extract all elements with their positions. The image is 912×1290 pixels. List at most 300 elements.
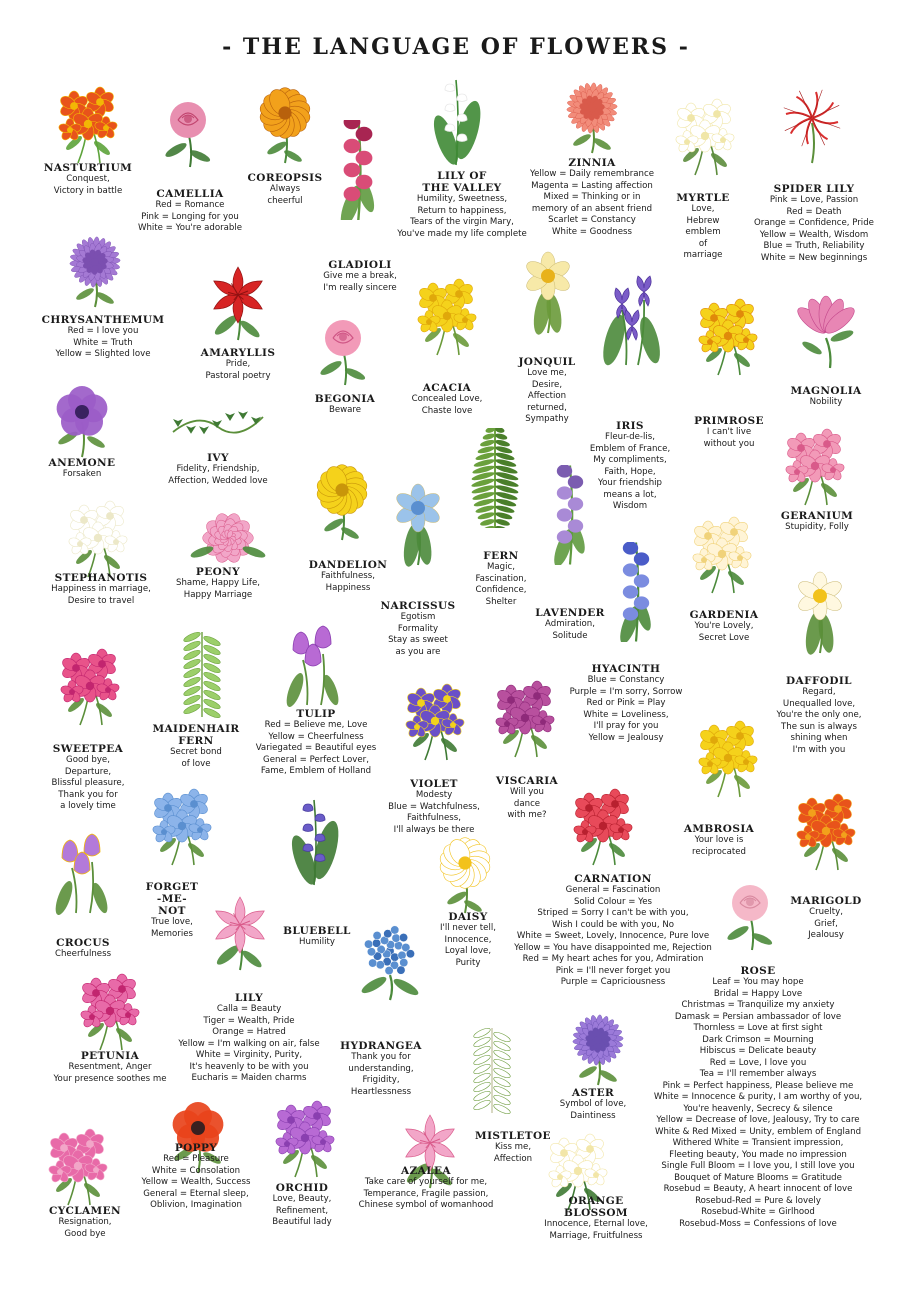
petunia-illustration [60,955,160,1055]
tulip-entry [256,708,377,778]
dandelion-meaning-line: Happiness [325,582,371,593]
lily-of-the-valley-entry [397,170,527,240]
gladioli-meaning-line: I'm really sincere [323,282,397,293]
narcissus-meaning-line: Stay as sweet [388,635,448,645]
daffodil-name: DAFFODIL [786,675,852,687]
carnation-meaning-line: Purple = Capriciousness [560,977,666,987]
zinnia-meaning-line: Yellow = Daily remembrance [530,169,654,179]
lily-illustration [190,875,290,975]
poppy-meaning-line: Oblivion, Imagination [150,1200,242,1210]
narcissus-entry [380,600,455,658]
camellia-meaning-line: Pink = Longing for you [141,211,239,222]
sweetpea-illustration [40,630,140,730]
aster-meaning-line: Daintiness [570,1110,616,1121]
daisy-meaning-line: Purity [455,957,481,968]
lily-meaning-line: Eucharis = Maiden charms [191,1073,307,1083]
violet-meaning-line: Faithfulness, [407,813,461,823]
crocus-entry [55,937,111,961]
maidenhair-fern-entry [152,723,239,770]
marigold-name: MARIGOLD [790,895,862,907]
bluebell-meaning-line: Humility [299,937,335,947]
lily-of-the-valley-meaning-line: Tears of the virgin Mary, [410,217,514,227]
hyacinth-meaning-line: Blue = Constancy [587,675,665,685]
tulip-meaning-line: General = Perfect Lover, [263,754,369,765]
daffodil-entry [776,675,861,756]
mistletoe-name: MISTLETOE [475,1130,551,1142]
iris-entry [590,420,670,513]
chrysanthemum-meaning-line: Red = I love you [67,326,139,336]
rose-meaning-line: Rosebud = Beauty, A heart innocent of love [663,1184,853,1194]
fern-meaning-line: Confidence, [475,585,527,595]
lavender-meaning-line: Admiration, [545,619,595,629]
gladioli-name: GLADIOLI [328,259,392,271]
rose-meaning-line: Thornless = Love at first sight [693,1023,823,1033]
lily-meaning-line: Calla = Beauty [216,1004,282,1014]
rose-meaning-line: White = Innocence & purity, I am worthy of you, [653,1092,863,1102]
lily-meaning-line: Yellow = I'm walking on air, false [178,1038,320,1049]
camellia-meaning-line: Red = Romance [155,200,225,210]
primrose-name: PRIMROSE [694,415,764,427]
dandelion-entry [309,559,388,594]
zinnia-entry [530,157,654,238]
mistletoe-meaning-line: Kiss me, [494,1142,532,1152]
violet-name: VIOLET [410,778,458,790]
violet-meaning-line: Blue = Watchfulness, [388,801,480,812]
amaryllis-entry [201,347,276,382]
magnolia-meaning-line: Nobility [809,397,843,407]
cyclamen-meaning-line: Good bye [64,1228,106,1239]
bluebell-entry [283,925,351,949]
rose-meaning-line: Christmas = Tranquilize my anxiety [681,1000,835,1010]
myrtle-meaning-line: marriage [683,250,723,260]
daisy-meaning-line: Loyal love, [444,946,492,956]
amaryllis-name: AMARYLLIS [200,347,276,359]
orchid-meaning-line: Refinement, [275,1205,329,1216]
forget-me-not-name: NOT [158,905,186,917]
fern-meaning-line: Shelter [485,596,517,607]
rose-meaning-line: Withered White = Transient impression, [672,1138,844,1148]
lily-of-the-valley-meaning-line: Return to happiness, [417,205,507,216]
orange-blossom-name: BLOSSOM [564,1207,628,1219]
rose-meaning-line: Leaf = You may hope [712,977,804,987]
narcissus-name: NARCISSUS [380,600,456,612]
poppy-name: POPPY [174,1142,218,1154]
carnation-name: CARNATION [574,873,652,885]
spider-lily-meaning-line: Yellow = Wealth, Wisdom [759,229,869,240]
jonquil-name: JONQUIL [518,356,576,368]
coreopsis-name: COREOPSIS [247,172,323,184]
magnolia-name: MAGNOLIA [790,385,862,397]
jonquil-meaning-line: Desire, [531,379,563,390]
petunia-name: PETUNIA [80,1050,140,1062]
chrysanthemum-meaning-line: White = Truth [73,337,133,348]
rose-entry [654,965,862,1230]
lily-meaning-line: Tiger = Wealth, Pride [203,1015,295,1026]
amaryllis-illustration [188,245,288,345]
carnation-meaning-line: Yellow = You have disappointed me, Rejection [514,942,712,953]
begonia-illustration [293,290,393,390]
chrysanthemum-entry [42,314,165,361]
hyacinth-meaning-line: Yellow = Jealousy [588,732,664,743]
daisy-meaning-line: Innocence, [444,934,492,945]
dandelion-name: DANDELION [308,559,388,571]
spider-lily-meaning-line: Pink = Love, Passion [769,195,859,205]
peony-entry [176,566,260,601]
iris-meaning-line: Faith, Hope, [604,466,656,477]
lily-meaning-line: White = Virginity, Purity, [195,1050,303,1060]
mistletoe-entry [475,1130,551,1165]
spider-lily-meaning-line: Blue = Truth, Reliability [763,241,865,251]
coreopsis-meaning-line: cheerful [267,195,303,206]
ivy-entry [168,452,267,487]
tulip-name: TULIP [296,708,336,720]
amaryllis-meaning-line: Pride, [225,359,251,369]
begonia-entry [315,393,375,417]
lily-of-the-valley-meaning-line: You've made my life complete [397,228,527,239]
aster-entry [560,1087,627,1122]
narcissus-meaning-line: as you are [395,646,441,657]
jonquil-entry [518,356,575,426]
hydrangea-name: HYDRANGEA [340,1040,422,1052]
tulip-meaning-line: Yellow = Cheerfulness [268,731,364,742]
gardenia-entry [690,609,759,644]
bluebell-name: BLUEBELL [283,925,351,937]
zinnia-illustration [542,58,642,158]
chrysanthemum-illustration [45,212,145,312]
acacia-entry [412,382,483,417]
hyacinth-meaning-line: White = Loveliness, [583,709,669,720]
cyclamen-illustration [28,1110,128,1210]
spider-lily-meaning-line: White = New beginnings [760,252,868,263]
tulip-meaning-line: Fame, Emblem of Holland [260,766,372,776]
maidenhair-fern-name: FERN [178,735,214,747]
marigold-meaning-line: Grief, [814,918,838,929]
spider-lily-meaning-line: Red = Death [786,206,842,217]
ambrosia-illustration [678,702,778,802]
viscaria-meaning-line: with me? [507,810,547,820]
amaryllis-meaning-line: Pastoral poetry [205,370,271,381]
rose-meaning-line: Fleeting beauty, You made no impression [669,1149,847,1160]
myrtle-meaning-line: of [698,238,708,249]
carnation-meaning-line: Pink = I'll never forget you [555,965,671,976]
carnation-meaning-line: Wish I could be with you, No [552,919,674,930]
hyacinth-meaning-line: Purple = I'm sorry, Sorrow [569,686,683,697]
peony-meaning-line: Happy Marriage [183,589,253,600]
peony-name: PEONY [195,566,241,578]
magnolia-entry [790,385,861,409]
viscaria-meaning-line: dance [513,798,541,809]
rose-meaning-line: Rosebud-White = Girlhood [701,1207,815,1217]
camellia-meaning-line: White = You're adorable [137,223,243,233]
poppy-entry [142,1142,251,1212]
lily-of-the-valley-name: THE VALLEY [422,182,502,194]
dandelion-meaning-line: Faithfulness, [321,571,375,581]
daffodil-meaning-line: I'm with you [792,744,846,755]
narcissus-meaning-line: Formality [397,623,439,634]
hyacinth-entry [570,663,683,744]
crocus-name: CROCUS [56,937,110,949]
acacia-meaning-line: Chaste love [421,405,473,416]
chrysanthemum-name: CHRYSANTHEMUM [41,314,165,326]
orchid-meaning-line: Love, Beauty, [272,1194,332,1204]
gardenia-illustration [672,498,772,598]
iris-illustration [582,270,682,370]
iris-meaning-line: Wisdom [612,501,648,511]
rose-meaning-line: Tea = I'll remember always [699,1069,817,1079]
camellia-illustration [138,72,238,172]
rose-meaning-line: Pink = Perfect happiness, Please believe me [662,1080,854,1091]
nasturtium-meaning-line: Victory in battle [53,185,123,196]
iris-meaning-line: Your friendship [598,478,662,488]
chrysanthemum-meaning-line: Yellow = Slighted love [55,349,151,359]
marigold-meaning-line: Jealousy [808,930,844,940]
rose-meaning-line: Red = Love, I love you [709,1057,807,1068]
lavender-entry [535,607,605,642]
viscaria-name: VISCARIA [495,775,559,787]
violet-illustration [385,665,485,765]
camellia-entry [138,188,242,235]
anemone-meaning-line: Forsaken [62,469,102,479]
daisy-entry [440,911,496,969]
lily-entry [178,992,319,1085]
marigold-meaning-line: Cruelty, [809,907,843,917]
jonquil-meaning-line: Sympathy [525,414,569,424]
gardenia-meaning-line: You're Lovely, [694,621,754,631]
rose-meaning-line: Bridal = Happy Love [713,988,803,999]
nasturtium-entry [44,162,132,197]
aster-illustration [548,990,648,1090]
sweetpea-entry [52,743,125,813]
lily-of-the-valley-name: LILY OF [437,170,487,182]
forget-me-not-entry [146,881,199,940]
cyclamen-name: CYCLAMEN [49,1205,121,1217]
forget-me-not-illustration [132,770,232,870]
orange-blossom-meaning-line: Innocence, Eternal love, [544,1219,648,1229]
myrtle-meaning-line: emblem [685,227,721,237]
poppy-meaning-line: Yellow = Wealth, Success [141,1177,251,1187]
geranium-entry [781,510,853,534]
ambrosia-meaning-line: Your love is [694,835,744,845]
spider-lily-illustration [762,68,862,168]
iris-name: IRIS [616,420,644,432]
hydrangea-illustration [340,905,440,1005]
carnation-illustration [553,770,653,870]
ivy-meaning-line: Fidelity, Friendship, [176,464,260,474]
sweetpea-meaning-line: Thank you for [58,789,118,800]
rose-name: ROSE [740,965,776,977]
orange-blossom-entry [544,1195,648,1242]
begonia-meaning-line: Beware [328,405,362,415]
poster-title: - THE LANGUAGE OF FLOWERS - [222,34,690,60]
acacia-illustration [397,260,497,360]
violet-meaning-line: Modesty [415,790,453,800]
azalea-entry [359,1165,494,1212]
nasturtium-illustration [38,68,138,168]
geranium-meaning-line: Stupidity, Folly [785,522,849,532]
fern-meaning-line: Fascination, [475,573,527,584]
rose-meaning-line: Rosebud-Moss = Confessions of love [679,1218,837,1229]
carnation-meaning-line: Solid Colour = Yes [573,896,653,907]
gardenia-meaning-line: Secret Love [698,632,750,643]
spider-lily-meaning-line: Orange = Confidence, Pride [754,218,874,228]
anemone-entry [49,457,116,481]
aster-name: ASTER [571,1087,615,1099]
azalea-name: AZALEA [401,1165,451,1177]
stephanotis-meaning-line: Desire to travel [67,595,135,606]
myrtle-meaning-line: Love, [691,204,715,214]
nasturtium-meaning-line: Conquest, [66,174,110,184]
iris-meaning-line: means a lot, [603,489,657,500]
fern-entry [475,550,526,608]
sweetpea-meaning-line: Good bye, [66,755,110,765]
poppy-meaning-line: General = Eternal sleep, [143,1188,249,1199]
azalea-meaning-line: Chinese symbol of womanhood [358,1200,494,1210]
daisy-name: DAISY [448,911,488,923]
azalea-meaning-line: Take care of yourself for me, [364,1177,488,1187]
rose-meaning-line: You're heavenly, Secrecy & silence [683,1103,833,1114]
orchid-name: ORCHID [275,1182,329,1194]
aster-meaning-line: Symbol of love, [559,1099,627,1109]
camellia-name: CAMELLIA [156,188,224,200]
carnation-meaning-line: Red = My heart aches for you, Admiration [522,954,704,964]
iris-meaning-line: Emblem of France, [589,443,671,454]
zinnia-meaning-line: Scarlet = Constancy [548,215,636,225]
geranium-illustration [765,410,865,510]
orchid-entry [272,1182,331,1229]
lily-meaning-line: Orange = Hatred [212,1027,286,1037]
forget-me-not-name: -ME- [156,893,188,905]
lily-name: LILY [234,992,264,1004]
stephanotis-meaning-line: Happiness in marriage, [51,584,151,594]
petunia-meaning-line: Your presence soothes me [53,1073,167,1084]
orange-blossom-name: ORANGE [568,1195,624,1207]
petunia-entry [53,1050,166,1085]
hydrangea-meaning-line: understanding, [348,1063,414,1074]
coreopsis-meaning-line: Always [269,184,301,194]
jonquil-meaning-line: Love me, [527,368,567,378]
forget-me-not-meaning-line: Memories [150,928,194,939]
crocus-meaning-line: Cheerfulness [54,949,112,959]
daffodil-meaning-line: Regard, [802,687,836,697]
sweetpea-meaning-line: a lovely time [60,801,116,811]
maidenhair-fern-meaning-line: of love [181,758,211,769]
carnation-meaning-line: Striped = Sorry I can't be with you, [537,908,689,918]
hydrangea-meaning-line: Frigidity, [362,1075,400,1085]
myrtle-meaning-line: Hebrew [686,215,720,226]
gladioli-meaning-line: Give me a break, [323,271,397,281]
gardenia-name: GARDENIA [689,609,759,621]
geranium-name: GERANIUM [780,510,854,522]
maidenhair-fern-illustration [152,622,252,722]
iris-meaning-line: Fleur-de-lis, [605,432,655,442]
daffodil-illustration [770,558,870,658]
rose-meaning-line: Dark Crimson = Mourning [702,1034,814,1045]
tulip-meaning-line: Variegated = Beautiful eyes [255,743,377,753]
maidenhair-fern-meaning-line: Secret bond [170,747,222,757]
rose-meaning-line: Hibiscus = Delicate beauty [699,1046,817,1056]
rose-meaning-line: Damask = Persian ambassador of love [674,1011,842,1022]
zinnia-meaning-line: memory of an absent friend [531,203,653,214]
ivy-meaning-line: Affection, Wedded love [168,475,268,486]
tulip-meaning-line: Red = Believe me, Love [264,720,368,730]
zinnia-meaning-line: Mixed = Thinking or in [543,192,641,202]
nasturtium-name: NASTURTIUM [43,162,133,174]
myrtle-entry [676,192,729,262]
lily-of-the-valley-meaning-line: Humility, Sweetness, [416,194,508,204]
sweetpea-meaning-line: Departure, [64,766,112,777]
petunia-meaning-line: Resentment, Anger [68,1062,152,1072]
lily-meaning-line: It's heavenly to be with you [189,1061,309,1072]
ivy-name: IVY [207,452,229,464]
rose-illustration [700,855,800,955]
sweetpea-name: SWEETPEA [52,743,124,755]
azalea-meaning-line: Temperance, Fragile passion, [363,1188,489,1199]
violet-meaning-line: I'll always be there [393,824,475,835]
lily-of-the-valley-illustration [410,70,510,170]
orchid-meaning-line: Beautiful lady [272,1217,332,1227]
maidenhair-fern-name: MAIDENHAIR [152,723,240,735]
violet-entry [388,778,480,836]
marigold-entry [790,895,861,942]
hydrangea-entry [340,1040,422,1098]
rose-meaning-line: White & Red Mixed = Unity, emblem of England [654,1126,862,1137]
primrose-meaning-line: I can't live [706,427,752,437]
peony-meaning-line: Shame, Happy Life, [176,578,260,588]
crocus-illustration [32,818,132,918]
viscaria-meaning-line: Will you [509,787,544,797]
jonquil-meaning-line: Affection [527,391,567,401]
tulip-illustration [263,610,363,710]
acacia-name: ACACIA [422,382,472,394]
daffodil-meaning-line: Unequalled love, [782,698,856,709]
primrose-entry [694,415,764,450]
stephanotis-name: STEPHANOTIS [54,572,148,584]
stephanotis-illustration [48,482,148,582]
gladioli-illustration [308,120,408,220]
zinnia-meaning-line: White = Goodness [552,226,632,237]
daisy-meaning-line: I'll never tell, [440,923,496,933]
mistletoe-meaning-line: Affection [493,1153,533,1164]
ambrosia-entry [684,823,754,858]
poppy-meaning-line: White = Consolation [151,1165,241,1176]
daffodil-meaning-line: shining when [790,733,848,743]
carnation-meaning-line: White = Sweet, Lovely, Innocence, Pure love [516,931,710,941]
lavender-meaning-line: Solitude [552,630,588,641]
coreopsis-entry [248,172,323,207]
zinnia-meaning-line: Magenta = Lasting affection [531,180,653,191]
hydrangea-meaning-line: Heartlessness [350,1086,412,1097]
orange-blossom-meaning-line: Marriage, Fruitfulness [549,1230,643,1241]
narcissus-meaning-line: Egotism [400,612,436,622]
cyclamen-entry [49,1205,121,1240]
forget-me-not-meaning-line: True love, [151,917,193,927]
rose-meaning-line: Bouquet of Mature Blooms = Gratitude [674,1172,842,1183]
begonia-name: BEGONIA [314,393,376,405]
primrose-illustration [678,280,778,380]
daffodil-meaning-line: The sun is always [781,721,857,732]
magnolia-illustration [776,278,876,378]
primrose-meaning-line: without you [703,438,755,449]
fern-name: FERN [483,550,519,562]
hyacinth-name: HYACINTH [591,663,661,675]
anemone-name: ANEMONE [48,457,116,469]
sweetpea-meaning-line: Blissful pleasure, [51,778,125,788]
ambrosia-meaning-line: reciprocated [692,846,746,857]
ambrosia-name: AMBROSIA [683,823,755,835]
rose-meaning-line: Single Full Bloom = I love you, I still love you [661,1161,855,1171]
spider-lily-name: SPIDER LILY [773,183,855,195]
hydrangea-meaning-line: Thank you for [351,1052,411,1062]
